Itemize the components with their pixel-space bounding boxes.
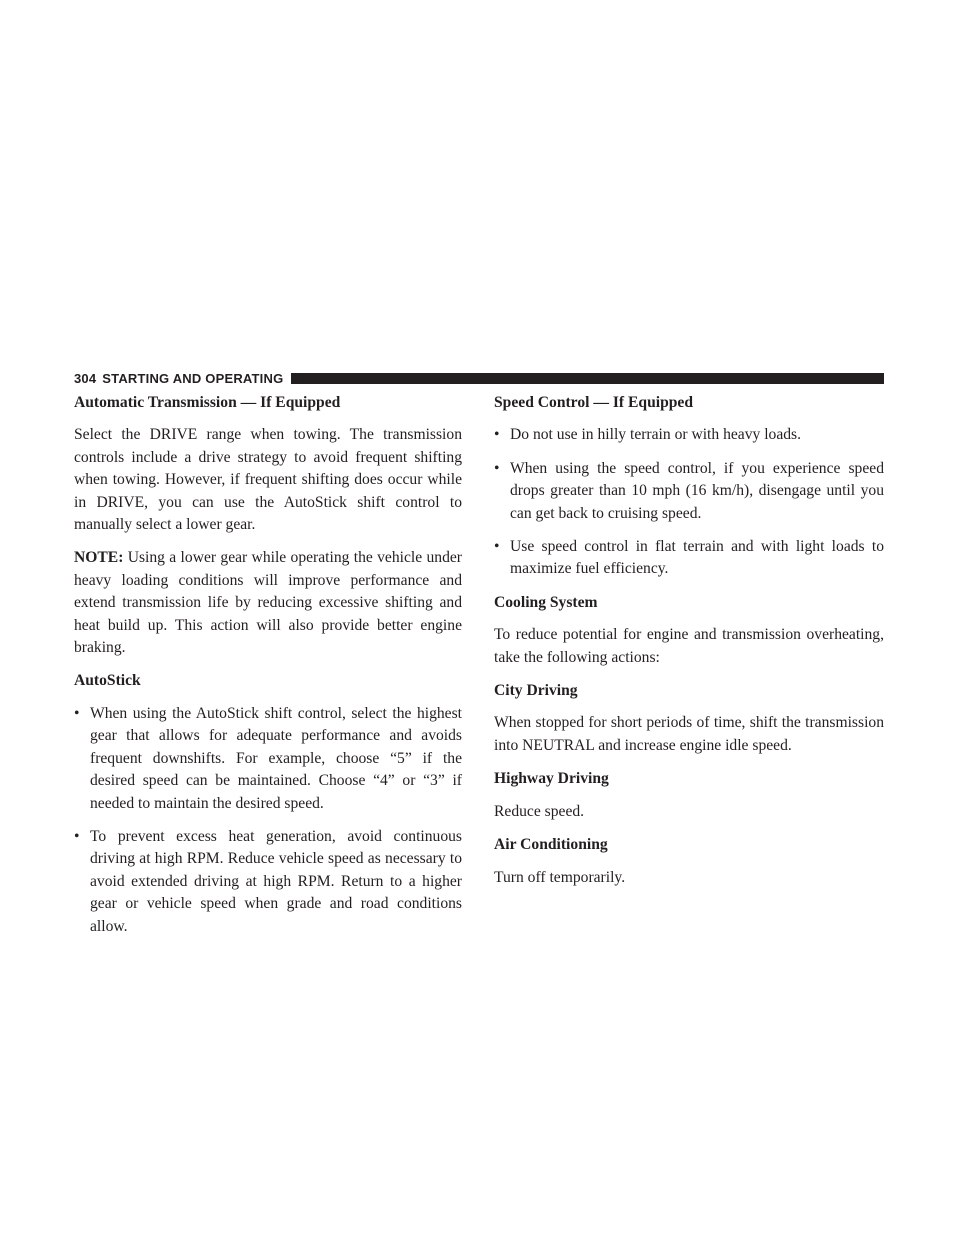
heading-air-conditioning: Air Conditioning <box>494 836 608 854</box>
heading-speed-control: Speed Control — If Equipped <box>494 394 694 411</box>
left-column <box>74 392 462 949</box>
section-title: STARTING AND OPERATING <box>102 370 284 386</box>
bullet-icon: • <box>74 827 80 845</box>
list-item <box>494 536 884 581</box>
right-column <box>494 392 884 900</box>
note-paragraph <box>74 547 462 659</box>
paragraph-air-conditioning: Turn off temporarily. <box>494 868 626 886</box>
list-item <box>494 424 884 446</box>
paragraph-highway-driving: Reduce speed. <box>494 802 585 820</box>
list-item <box>494 458 884 525</box>
note-text: Using a lower gear while operating the vehicle under heavy loading conditions will improve performance and extend transmission life by reducing excessive shifting and heat build up. This action will also provide better engine braking. <box>74 549 462 657</box>
page-number: 304 <box>74 370 97 386</box>
paragraph-cooling: To reduce potential for engine and transmission overheating, take the following actions: <box>494 626 884 666</box>
heading-cooling-system: Cooling System <box>494 593 598 611</box>
header-rule <box>291 373 884 384</box>
list-item <box>74 703 462 815</box>
bullet-icon: • <box>494 426 500 444</box>
heading-highway-driving: Highway Driving <box>494 770 609 788</box>
bullet-icon: • <box>494 538 500 556</box>
list-item-text: Use speed control in flat terrain and with light loads to maximize fuel efficiency. <box>510 538 884 578</box>
page-header <box>74 370 884 386</box>
bullet-icon: • <box>74 704 80 722</box>
paragraph-city-driving: When stopped for short periods of time, shift the transmission into NEUTRAL and increase engine idle speed. <box>494 714 884 754</box>
heading-city-driving: City Driving <box>494 682 578 700</box>
list-item-text: When using the AutoStick shift control, select the highest gear that allows for adequate performance and avoids frequent downshifts. For example, choose “5” if the desired speed can be maintained. Choose “4” or “3” if needed to maintain the desired speed. <box>90 704 462 812</box>
paragraph-drive-range: Select the DRIVE range when towing. The transmission controls include a drive strategy to avoid frequent shifting when towing. However, if frequent shifting does occur while in DRIVE, you can use the AutoStick shift control to manually select a lower gear. <box>74 426 462 534</box>
list-item <box>74 826 462 938</box>
note-label: NOTE: <box>74 549 124 567</box>
list-item-text: When using the speed control, if you experience speed drops greater than 10 mph (16 km/h), disengage until you can get back to cruising speed. <box>510 459 884 522</box>
list-item-text: To prevent excess heat generation, avoid continuous driving at high RPM. Reduce vehicle speed as necessary to avoid extended driving at high RPM. Return to a higher gear or vehicle speed when grade and road conditions allow. <box>90 827 462 935</box>
heading-autostick: AutoStick <box>74 672 141 690</box>
bullet-icon: • <box>494 459 500 477</box>
list-item-text: Do not use in hilly terrain or with heavy loads. <box>510 426 802 444</box>
heading-automatic-transmission: Automatic Transmission — If Equipped <box>74 394 341 411</box>
